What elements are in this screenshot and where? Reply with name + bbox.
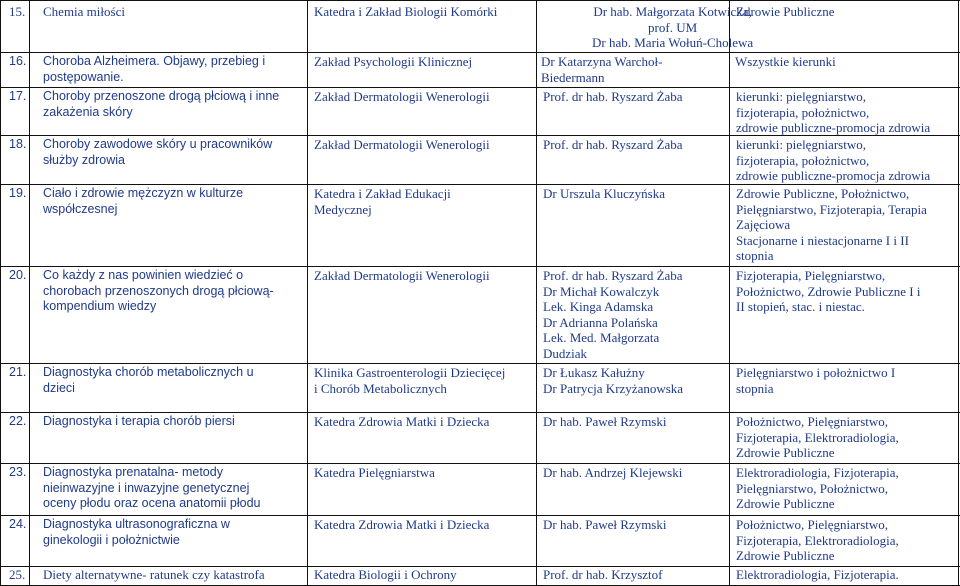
- row-divider: [0, 184, 960, 185]
- cell-audience: [736, 365, 895, 396]
- cell-line: Pielęgniarstwo, Fizjoterapia, Terapia: [736, 201, 927, 217]
- row-divider: [0, 135, 960, 136]
- cell-line: ginekologii i położnictwie: [43, 532, 180, 547]
- cell-num: [9, 137, 26, 153]
- cell-line: Zajęciowa: [736, 217, 791, 232]
- cell-line: Lek. Med. Małgorzata: [543, 330, 660, 345]
- cell-audience: [736, 89, 930, 136]
- cell-topic: [43, 465, 261, 512]
- cell-line: Medycznej: [314, 201, 372, 217]
- table-row: [0, 137, 960, 186]
- cell-dept: [314, 137, 490, 153]
- table-row: [0, 268, 960, 365]
- cell-line: Dr hab. Paweł Rzymski: [543, 517, 667, 532]
- column-divider: [0, 0, 1, 586]
- cell-audience: [736, 465, 899, 512]
- cell-line: Elektroradiologia, Fizjoterapia,: [736, 465, 899, 480]
- cell-person: [543, 517, 666, 533]
- cell-line: 16.: [9, 54, 27, 68]
- cell-line: Co każdy z nas powinien wiedzieć o: [43, 268, 244, 282]
- cell-dept: [314, 4, 497, 20]
- cell-line: Dr Adrianna Polańska: [543, 314, 658, 330]
- cell-dept: [314, 365, 505, 396]
- cell-line: Prof. dr hab. Krzysztof: [543, 567, 663, 582]
- cell-dept: [314, 465, 435, 481]
- cell-num: [9, 465, 26, 481]
- cell-line: 18.: [9, 137, 27, 151]
- cell-audience: [736, 414, 899, 461]
- cell-audience: [735, 54, 836, 70]
- cell-line: Zdrowie Publiczne: [736, 445, 835, 460]
- cell-line: Zakład Psychologii Klinicznej: [314, 54, 473, 69]
- cell-person: [543, 567, 663, 583]
- cell-line: kompendium wiedzy: [43, 299, 157, 313]
- cell-line: chorobach przenoszonych drogą płciową-: [43, 283, 274, 298]
- cell-num: [9, 268, 26, 284]
- cell-line: stopnia: [736, 380, 774, 396]
- table-row: [0, 517, 960, 567]
- table-row: [0, 4, 960, 54]
- cell-line: Katedra Zdrowia Matki i Dziecka: [314, 517, 490, 532]
- cell-line: Fizjoterapia, Pielęgniarstwo,: [736, 268, 886, 283]
- cell-line: prof. UM: [648, 19, 698, 35]
- cell-line: Choroby zawodowe skóry u pracowników: [43, 137, 273, 151]
- cell-line: 23.: [9, 465, 27, 479]
- cell-line: 19.: [9, 186, 27, 200]
- cell-line: Pielęgniarstwo, Położnictwo,: [736, 480, 889, 496]
- cell-line: Zakład Dermatologii Wenerologii: [314, 137, 490, 152]
- row-divider: [0, 266, 960, 267]
- cell-line: oceny płodu oraz ocena anatomii płodu: [43, 496, 261, 510]
- cell-line: Dr Michał Kowalczyk: [543, 283, 660, 299]
- cell-line: Zakład Dermatologii Wenerologii: [314, 268, 490, 283]
- cell-line: Katedra Zdrowia Matki i Dziecka: [314, 414, 490, 429]
- cell-line: Zdrowie Publiczne: [736, 548, 835, 563]
- row-divider: [0, 87, 960, 88]
- cell-line: 25.: [9, 567, 26, 582]
- table-row: [0, 465, 960, 517]
- cell-person: [543, 186, 665, 202]
- cell-dept: [314, 54, 472, 70]
- cell-line: Fizjoterapia, Elektroradiologia,: [736, 429, 899, 445]
- column-divider: [307, 0, 308, 586]
- cell-line: Diety alternatywne- ratunek czy katastrofa: [43, 567, 265, 582]
- cell-num: [9, 517, 26, 533]
- table-row: [0, 89, 960, 137]
- cell-line: Zdrowie Publiczne, Położnictwo,: [736, 186, 910, 201]
- cell-line: 22.: [9, 414, 27, 428]
- cell-line: postępowanie.: [43, 69, 124, 84]
- cell-dept: [314, 268, 490, 284]
- cell-person: [543, 137, 683, 153]
- cell-line: Dr hab. Paweł Rzymski: [543, 414, 667, 429]
- cell-line: Katedra Pielęgniarstwa: [314, 465, 435, 480]
- cell-line: Diagnostyka ultrasonograficzna w: [43, 517, 230, 531]
- cell-topic: [43, 4, 125, 20]
- cell-line: 17.: [9, 89, 27, 103]
- cell-audience: [736, 186, 927, 264]
- cell-line: fizjoterapia, położnictwo,: [736, 104, 870, 120]
- cell-num: [9, 567, 25, 583]
- cell-line: zdrowie publiczne-promocja zdrowia: [736, 120, 931, 135]
- cell-line: Lek. Kinga Adamska: [543, 299, 654, 314]
- cell-num: [9, 365, 26, 381]
- cell-num: [9, 186, 26, 202]
- cell-topic: [43, 137, 272, 168]
- cell-line: Zdrowie Publiczne: [736, 496, 835, 511]
- cell-line: 20.: [9, 268, 27, 282]
- cell-line: Diagnostyka prenatalna- metody: [43, 465, 223, 479]
- cell-audience: [736, 517, 899, 564]
- cell-line: służby zdrowia: [43, 152, 125, 167]
- cell-topic: [43, 414, 235, 430]
- row-divider: [0, 363, 960, 364]
- cell-num: [9, 414, 26, 430]
- cell-line: Katedra Biologii i Ochrony: [314, 567, 457, 582]
- cell-num: [9, 89, 26, 105]
- cell-line: Fizjoterapia, Elektroradiologia,: [736, 532, 899, 548]
- cell-line: Dr hab. Andrzej Klejewski: [543, 465, 683, 480]
- row-divider: [0, 566, 960, 567]
- cell-audience: [736, 567, 899, 583]
- cell-audience: [736, 137, 930, 184]
- column-divider: [958, 0, 959, 586]
- cell-line: Diagnostyka chorób metabolicznych u: [43, 365, 254, 379]
- cell-line: Pielęgniarstwo i położnictwo I: [736, 365, 896, 380]
- cell-line: i Chorób Metabolicznych: [314, 380, 447, 396]
- cell-line: Biedermann: [541, 69, 605, 85]
- cell-num: [9, 54, 26, 70]
- cell-line: Klinika Gastroenterologii Dziecięcej: [314, 365, 506, 380]
- cell-line: Dr Urszula Kluczyńska: [543, 186, 666, 201]
- cell-line: Zdrowie Publiczne: [736, 4, 835, 19]
- cell-person: [543, 89, 683, 105]
- cell-line: Chemia miłości: [43, 4, 125, 19]
- cell-audience: [736, 4, 835, 20]
- cell-line: Choroba Alzheimera. Objawy, przebieg i: [43, 54, 266, 68]
- cell-person: [541, 54, 662, 85]
- cell-topic: [43, 517, 230, 548]
- row-divider: [0, 52, 960, 53]
- table-row: [0, 365, 960, 414]
- cell-line: Dr Katarzyna Warchoł-: [541, 54, 663, 69]
- cell-line: Dr hab. Maria Wołuń-Cholewa: [592, 35, 754, 50]
- cell-line: Katedra i Zakład Biologii Komórki: [314, 4, 498, 19]
- cell-line: Diagnostyka i terapia chorób piersi: [43, 414, 235, 428]
- cell-line: 15.: [9, 4, 26, 19]
- cell-line: Wszystkie kierunki: [735, 54, 836, 69]
- cell-line: współczesnej: [43, 201, 118, 216]
- cell-line: Dr Łukasz Kałużny: [543, 365, 645, 380]
- row-divider: [0, 463, 960, 464]
- column-divider: [29, 0, 30, 586]
- cell-line: nieinwazyjne i inwazyjne genetycznej: [43, 480, 250, 495]
- cell-line: Dr hab. Małgorzata Kotwicka,: [593, 4, 752, 19]
- cell-dept: [314, 517, 489, 533]
- table-row: [0, 414, 960, 465]
- cell-line: fizjoterapia, położnictwo,: [736, 152, 870, 168]
- cell-line: Stacjonarne i niestacjonarne I i II: [736, 232, 909, 248]
- cell-dept: [314, 186, 451, 217]
- cell-line: Elektroradiologia, Fizjoterapia.: [736, 567, 899, 582]
- row-divider: [0, 0, 960, 1]
- cell-line: 21.: [9, 365, 27, 379]
- cell-dept: [314, 414, 489, 430]
- cell-line: Położnictwo, Zdrowie Publiczne I i: [736, 283, 921, 299]
- cell-line: stopnia: [736, 248, 774, 263]
- cell-line: Położnictwo, Pielęgniarstwo,: [736, 517, 889, 532]
- cell-topic: [43, 89, 279, 120]
- cell-person: [543, 414, 666, 430]
- cell-line: Ciało i zdrowie mężczyzn w kulturze: [43, 186, 244, 200]
- column-divider: [729, 0, 730, 586]
- cell-person: [543, 365, 683, 396]
- cell-line: Zakład Dermatologii Wenerologii: [314, 89, 490, 104]
- cell-line: Prof. dr hab. Ryszard Żaba: [543, 89, 683, 104]
- cell-line: zakażenia skóry: [43, 104, 133, 119]
- cell-dept: [314, 567, 457, 583]
- cell-line: Katedra i Zakład Edukacji: [314, 186, 451, 201]
- cell-audience: [736, 268, 921, 315]
- cell-person: [543, 465, 682, 481]
- cell-line: Prof. dr hab. Ryszard Żaba: [543, 137, 683, 152]
- cell-line: Dr Patrycja Krzyżanowska: [543, 380, 684, 396]
- cell-line: zdrowie publiczne-promocja zdrowia: [736, 168, 931, 183]
- cell-topic: [43, 186, 243, 217]
- column-divider: [536, 0, 537, 586]
- cell-num: [9, 4, 25, 20]
- cell-line: kierunki: pielęgniarstwo,: [736, 89, 866, 104]
- cell-person: [543, 268, 683, 361]
- table-row: [0, 54, 960, 89]
- cell-line: dzieci: [43, 380, 75, 395]
- cell-line: Dudziak: [543, 345, 588, 361]
- cell-line: 24.: [9, 517, 27, 531]
- cell-topic: [43, 365, 254, 396]
- table-row: [0, 567, 960, 586]
- table-row: [0, 186, 960, 268]
- cell-line: II stopień, stac. i niestac.: [736, 299, 865, 314]
- row-divider: [0, 412, 960, 413]
- cell-topic: [43, 268, 274, 315]
- cell-line: kierunki: pielęgniarstwo,: [736, 137, 866, 152]
- cell-topic: [43, 567, 265, 583]
- cell-line: Położnictwo, Pielęgniarstwo,: [736, 414, 889, 429]
- row-divider: [0, 515, 960, 516]
- cell-dept: [314, 89, 490, 105]
- cell-line: Prof. dr hab. Ryszard Żaba: [543, 268, 683, 283]
- cell-topic: [43, 54, 265, 85]
- cell-line: Choroby przenoszone drogą płciową i inne: [43, 89, 280, 103]
